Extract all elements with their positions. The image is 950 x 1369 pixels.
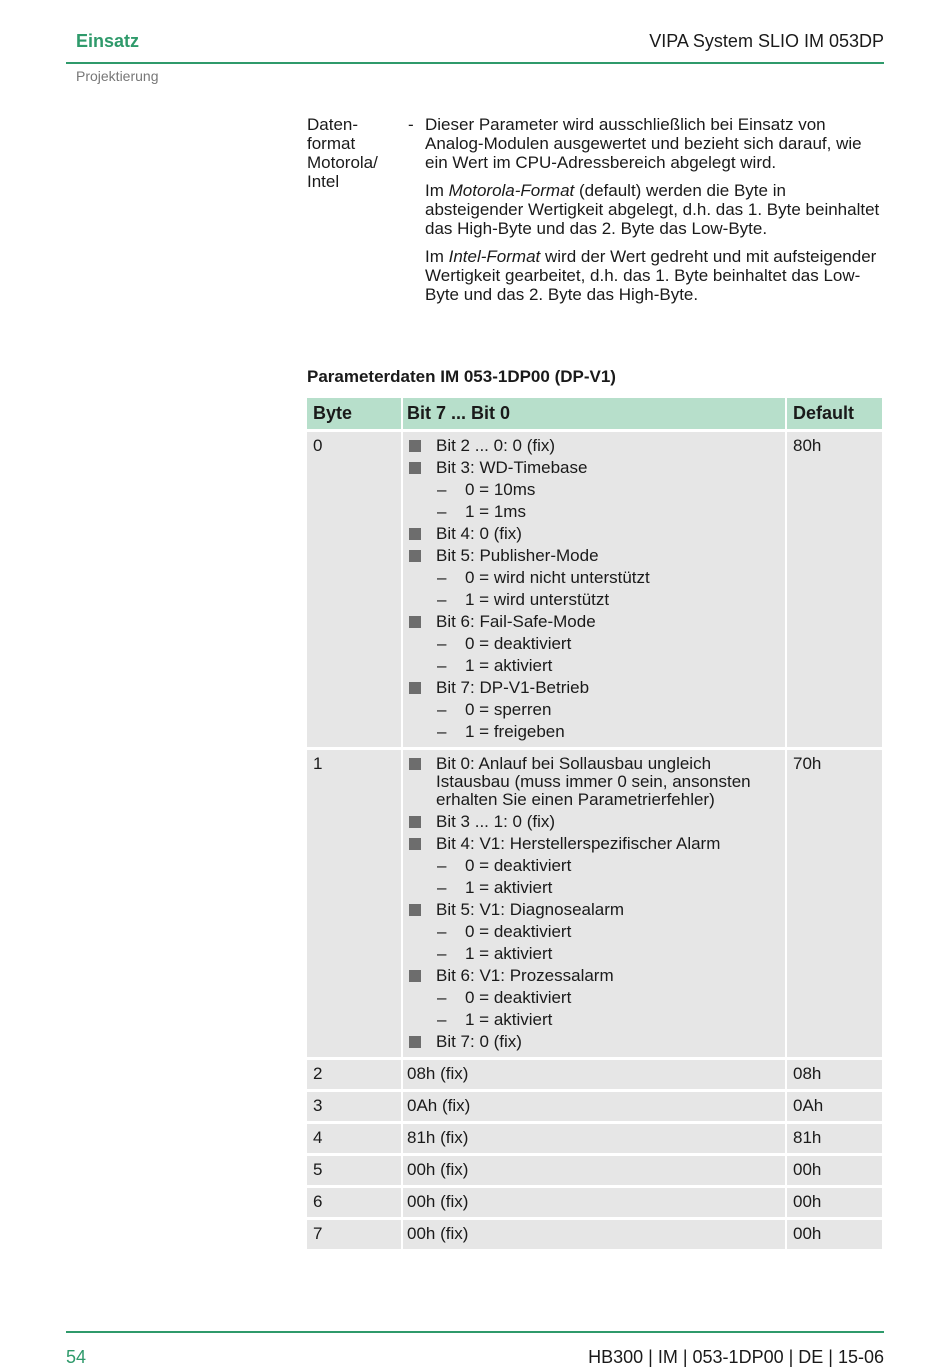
cell-default: 0Ah bbox=[787, 1092, 882, 1121]
bullet-square-icon bbox=[409, 462, 421, 474]
list-item: Bit 6: Fail-Safe-Mode bbox=[407, 611, 779, 633]
param-label: Daten- format Motorola/ Intel bbox=[307, 115, 378, 191]
cell-default: 81h bbox=[787, 1124, 882, 1153]
cell-byte: 1 bbox=[307, 750, 401, 1057]
header-bits: Bit 7 ... Bit 0 bbox=[403, 398, 785, 429]
param-dash: - bbox=[408, 115, 414, 134]
list-item: Bit 4: V1: Herstellerspezifischer Alarm bbox=[407, 833, 779, 855]
table-row bbox=[307, 1124, 884, 1156]
cell-default: 00h bbox=[787, 1220, 882, 1249]
cell-bits: 00h (fix) bbox=[403, 1188, 785, 1217]
list-item: Bit 3 ... 1: 0 (fix) bbox=[407, 811, 779, 833]
sub-list-item: – 0 = deaktiviert bbox=[437, 922, 572, 941]
cell-default: 70h bbox=[787, 750, 882, 1057]
bullet-square-icon bbox=[409, 682, 421, 694]
table-row bbox=[307, 1188, 884, 1220]
sub-list-item: – 1 = wird unterstützt bbox=[437, 590, 610, 609]
list-item: Bit 3: WD-Timebase bbox=[407, 457, 779, 479]
table-row bbox=[307, 432, 884, 750]
page-number: 54 bbox=[66, 1347, 87, 1367]
cell-bits: 08h (fix) bbox=[403, 1060, 785, 1089]
param-paragraph-1: Dieser Parameter wird ausschließlich bei Einsatz von Analog-Modulen ausgewertet und bezieht sich darauf, wie ein Wert im CPU-Adressbereich abgelegt wird. bbox=[425, 115, 862, 172]
parameter-table bbox=[307, 398, 884, 1252]
list-item: Bit 5: V1: Diagnosealarm bbox=[407, 899, 779, 921]
list-item: Bit 6: V1: Prozessalarm bbox=[407, 965, 779, 987]
sub-list-item: – 0 = wird nicht unterstützt bbox=[437, 568, 650, 587]
list-item: Bit 7: DP-V1-Betrieb bbox=[407, 677, 779, 699]
table-title: Parameterdaten IM 053-1DP00 (DP-V1) bbox=[307, 367, 616, 386]
table-row bbox=[307, 1220, 884, 1252]
param-paragraph-2: Im Motorola-Format (default) werden die Byte in absteigender Wertigkeit abgelegt, d.h. das 1. Byte beinhaltet das High-Byte und das 2. Byte das Low-Byte. bbox=[425, 181, 880, 238]
header-rule bbox=[66, 62, 884, 64]
cell-byte: 6 bbox=[307, 1188, 401, 1217]
sub-list-item: – 0 = 10ms bbox=[437, 480, 536, 499]
bullet-square-icon bbox=[409, 970, 421, 982]
table-row bbox=[307, 750, 884, 1060]
sub-list-item: – 0 = sperren bbox=[437, 700, 552, 719]
cell-bits: 81h (fix) bbox=[403, 1124, 785, 1153]
section-subtitle: Projektierung bbox=[76, 68, 159, 84]
cell-bits: 00h (fix) bbox=[403, 1156, 785, 1185]
sub-list-item: – 0 = deaktiviert bbox=[437, 856, 572, 875]
header-default: Default bbox=[787, 398, 882, 429]
list-item: Bit 7: 0 (fix) bbox=[407, 1031, 779, 1053]
param-description bbox=[425, 115, 885, 313]
cell-bits bbox=[403, 432, 785, 747]
bullet-square-icon bbox=[409, 616, 421, 628]
cell-default: 00h bbox=[787, 1188, 882, 1217]
cell-byte: 7 bbox=[307, 1220, 401, 1249]
bullet-square-icon bbox=[409, 904, 421, 916]
sub-list-item: – 0 = deaktiviert bbox=[437, 634, 572, 653]
cell-default: 08h bbox=[787, 1060, 882, 1089]
list-item: Bit 2 ... 0: 0 (fix) bbox=[407, 435, 779, 457]
bullet-square-icon bbox=[409, 838, 421, 850]
bullet-square-icon bbox=[409, 528, 421, 540]
table-row bbox=[307, 1156, 884, 1188]
sub-list-item: – 0 = deaktiviert bbox=[437, 988, 572, 1007]
table-row bbox=[307, 1092, 884, 1124]
footer-rule bbox=[66, 1331, 884, 1333]
bullet-square-icon bbox=[409, 550, 421, 562]
sub-list-item: – 1 = aktiviert bbox=[437, 944, 553, 963]
list-item: Bit 5: Publisher-Mode bbox=[407, 545, 779, 567]
bullet-square-icon bbox=[409, 1036, 421, 1048]
bullet-square-icon bbox=[409, 816, 421, 828]
cell-bits: 00h (fix) bbox=[403, 1220, 785, 1249]
document-title: VIPA System SLIO IM 053DP bbox=[649, 31, 884, 51]
header-byte: Byte bbox=[307, 398, 401, 429]
list-item: Bit 0: Anlauf bei Sollausbau ungleich Istausbau (muss immer 0 sein, ansonsten erhalten Sie einen Parametrierfehler) bbox=[407, 753, 779, 811]
param-paragraph-3: Im Intel-Format wird der Wert gedreht und mit aufsteigender Wertigkeit gearbeitet, d.h. das 1. Byte beinhaltet das Low-Byte und das 2. Byte das High-Byte. bbox=[425, 247, 877, 304]
sub-list-item: – 1 = 1ms bbox=[437, 502, 526, 521]
sub-list-item: – 1 = aktiviert bbox=[437, 878, 553, 897]
sub-list-item: – 1 = aktiviert bbox=[437, 656, 553, 675]
table-header-row bbox=[307, 398, 884, 432]
cell-bits bbox=[403, 750, 785, 1057]
cell-byte: 4 bbox=[307, 1124, 401, 1153]
cell-bits: 0Ah (fix) bbox=[403, 1092, 785, 1121]
sub-list-item: – 1 = freigeben bbox=[437, 722, 565, 741]
cell-default: 80h bbox=[787, 432, 882, 747]
document-id: HB300 | IM | 053-1DP00 | DE | 15-06 bbox=[588, 1347, 884, 1367]
list-item: Bit 4: 0 (fix) bbox=[407, 523, 779, 545]
cell-byte: 2 bbox=[307, 1060, 401, 1089]
table-row bbox=[307, 1060, 884, 1092]
cell-byte: 3 bbox=[307, 1092, 401, 1121]
cell-byte: 0 bbox=[307, 432, 401, 747]
bullet-square-icon bbox=[409, 440, 421, 452]
sub-list-item: – 1 = aktiviert bbox=[437, 1010, 553, 1029]
cell-default: 00h bbox=[787, 1156, 882, 1185]
chapter-title: Einsatz bbox=[76, 31, 140, 51]
bullet-square-icon bbox=[409, 758, 421, 770]
cell-byte: 5 bbox=[307, 1156, 401, 1185]
